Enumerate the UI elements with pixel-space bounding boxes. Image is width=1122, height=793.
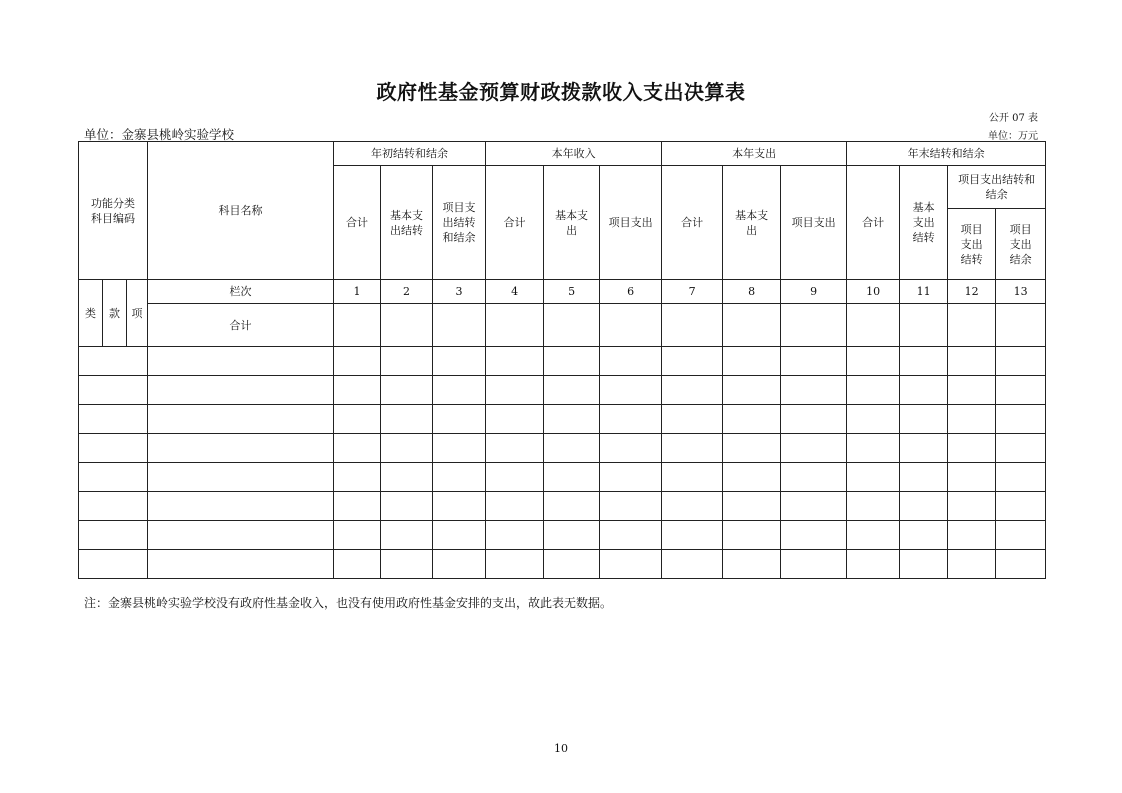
- table-cell: [600, 304, 662, 347]
- income-group-header: 本年收入: [486, 142, 662, 166]
- table-cell: [996, 347, 1046, 376]
- table-cell: [723, 463, 781, 492]
- table-cell: [148, 405, 334, 434]
- table-cell: [600, 347, 662, 376]
- table-cell: [544, 376, 600, 405]
- table-row: [79, 492, 1046, 521]
- column-number: 2: [381, 280, 433, 304]
- table-cell: [486, 550, 544, 579]
- table-cell: [900, 405, 948, 434]
- closing-project-balance-header: 项目 支出 结余: [996, 209, 1046, 280]
- table-cell: [600, 405, 662, 434]
- table-cell: [433, 550, 486, 579]
- table-cell: [381, 304, 433, 347]
- table-cell: [847, 521, 900, 550]
- column-number: 8: [723, 280, 781, 304]
- table-cell: [847, 304, 900, 347]
- table-cell: [900, 463, 948, 492]
- income-total-header: 合计: [486, 166, 544, 280]
- table-cell: [381, 376, 433, 405]
- table-cell: [723, 347, 781, 376]
- table-cell: [544, 405, 600, 434]
- table-cell: [544, 550, 600, 579]
- table-cell: [148, 521, 334, 550]
- table-cell: [662, 550, 723, 579]
- table-cell: [486, 434, 544, 463]
- table-cell: [900, 347, 948, 376]
- table-cell: [544, 434, 600, 463]
- table-cell: [781, 347, 847, 376]
- table-cell: [544, 304, 600, 347]
- table-cell: [486, 463, 544, 492]
- opening-total-header: 合计: [334, 166, 381, 280]
- table-cell: [723, 521, 781, 550]
- table-cell: [723, 492, 781, 521]
- page-number: 10: [554, 742, 568, 755]
- table-cell: [662, 376, 723, 405]
- table-cell: [433, 304, 486, 347]
- expense-project-header: 项目支出: [781, 166, 847, 280]
- column-number-row: [79, 280, 1046, 304]
- closing-balance-group-header: 年末结转和结余: [847, 142, 1046, 166]
- table-cell: [781, 463, 847, 492]
- table-cell: [723, 304, 781, 347]
- table-cell: [334, 304, 381, 347]
- column-number: 10: [847, 280, 900, 304]
- xiang-header: 项: [127, 280, 148, 347]
- table-cell: [723, 405, 781, 434]
- table-cell: [433, 434, 486, 463]
- table-cell: [996, 304, 1046, 347]
- table-cell: [723, 434, 781, 463]
- table-cell: [334, 347, 381, 376]
- table-row: [79, 550, 1046, 579]
- closing-project-group-header: 项目支出结转和 结余: [948, 166, 1046, 209]
- column-number: 13: [996, 280, 1046, 304]
- table-cell: [334, 405, 381, 434]
- table-cell: [544, 521, 600, 550]
- total-row: [79, 304, 1046, 347]
- table-cell: [948, 376, 996, 405]
- table-cell: [148, 463, 334, 492]
- table-cell: [662, 492, 723, 521]
- table-cell: [334, 550, 381, 579]
- closing-project-carry-header: 项目 支出 结转: [948, 209, 996, 280]
- column-number: 5: [544, 280, 600, 304]
- table-cell: [544, 347, 600, 376]
- func-class-header: 功能分类 科目编码: [79, 142, 148, 280]
- column-number: 11: [900, 280, 948, 304]
- table-cell: [381, 521, 433, 550]
- table-cell: [781, 550, 847, 579]
- table-cell: [600, 463, 662, 492]
- column-number: 3: [433, 280, 486, 304]
- opening-basic-carry-header: 基本支 出结转: [381, 166, 433, 280]
- table-cell: [79, 405, 148, 434]
- subject-name-header: 科目名称: [148, 142, 334, 280]
- table-cell: [486, 347, 544, 376]
- table-row: [79, 376, 1046, 405]
- table-cell: [948, 492, 996, 521]
- table-cell: [900, 376, 948, 405]
- table-cell: [486, 376, 544, 405]
- table-cell: [381, 405, 433, 434]
- table-cell: [996, 405, 1046, 434]
- table-cell: [900, 521, 948, 550]
- table-cell: [996, 521, 1046, 550]
- table-cell: [600, 550, 662, 579]
- income-project-header: 项目支出: [600, 166, 662, 280]
- table-cell: [847, 434, 900, 463]
- table-cell: [148, 347, 334, 376]
- table-cell: [847, 376, 900, 405]
- table-cell: [381, 434, 433, 463]
- income-basic-header: 基本支 出: [544, 166, 600, 280]
- table-cell: [996, 434, 1046, 463]
- column-number: 6: [600, 280, 662, 304]
- table-cell: [847, 550, 900, 579]
- table-cell: [79, 376, 148, 405]
- table-cell: [334, 434, 381, 463]
- table-cell: [148, 492, 334, 521]
- table-cell: [381, 550, 433, 579]
- table-cell: [662, 521, 723, 550]
- table-cell: [723, 376, 781, 405]
- table-cell: [334, 492, 381, 521]
- table-cell: [334, 376, 381, 405]
- table-row: [79, 463, 1046, 492]
- column-number: 9: [781, 280, 847, 304]
- table-cell: [662, 434, 723, 463]
- column-number: 1: [334, 280, 381, 304]
- footnote: 注：金寨县桃岭实验学校没有政府性基金收入，也没有使用政府性基金安排的支出，故此表无数据。: [84, 596, 613, 610]
- table-cell: [948, 463, 996, 492]
- header-row-1: [79, 142, 1046, 166]
- table-cell: [948, 405, 996, 434]
- table-cell: [79, 347, 148, 376]
- table-cell: [847, 347, 900, 376]
- table-row: [79, 347, 1046, 376]
- form-number: 公开 07 表: [988, 113, 1038, 124]
- table-cell: [662, 463, 723, 492]
- table-cell: [433, 347, 486, 376]
- table-cell: [148, 434, 334, 463]
- closing-basic-carry-header: 基本 支出 结转: [900, 166, 948, 280]
- table-cell: [486, 492, 544, 521]
- table-cell: [433, 405, 486, 434]
- table-cell: [334, 463, 381, 492]
- table-cell: [847, 463, 900, 492]
- table-cell: [781, 405, 847, 434]
- table-cell: [381, 463, 433, 492]
- table-cell: [486, 405, 544, 434]
- total-row-label: 合计: [148, 304, 334, 347]
- opening-project-carry-balance-header: 项目支 出结转 和结余: [433, 166, 486, 280]
- table-cell: [433, 376, 486, 405]
- table-cell: [600, 376, 662, 405]
- currency-unit: 单位：万元: [988, 131, 1038, 142]
- column-number: 7: [662, 280, 723, 304]
- table-cell: [723, 550, 781, 579]
- table-cell: [900, 304, 948, 347]
- table-cell: [900, 434, 948, 463]
- table-cell: [544, 463, 600, 492]
- table-cell: [662, 405, 723, 434]
- table-cell: [781, 492, 847, 521]
- column-number: 4: [486, 280, 544, 304]
- table-cell: [847, 492, 900, 521]
- table-cell: [781, 304, 847, 347]
- table-row: [79, 521, 1046, 550]
- table-cell: [600, 521, 662, 550]
- table-cell: [433, 521, 486, 550]
- opening-balance-group-header: 年初结转和结余: [334, 142, 486, 166]
- table-cell: [79, 463, 148, 492]
- closing-total-header: 合计: [847, 166, 900, 280]
- table-cell: [79, 434, 148, 463]
- table-cell: [79, 550, 148, 579]
- table-cell: [334, 521, 381, 550]
- table-cell: [381, 347, 433, 376]
- expense-basic-header: 基本支 出: [723, 166, 781, 280]
- table-cell: [996, 550, 1046, 579]
- table-cell: [900, 492, 948, 521]
- table-cell: [996, 492, 1046, 521]
- table-cell: [148, 550, 334, 579]
- table-cell: [900, 550, 948, 579]
- table-cell: [381, 492, 433, 521]
- table-cell: [486, 304, 544, 347]
- table-cell: [948, 521, 996, 550]
- kuan-header: 款: [103, 280, 127, 347]
- budget-table: [78, 141, 1046, 579]
- table-cell: [948, 304, 996, 347]
- table-cell: [662, 347, 723, 376]
- table-cell: [79, 521, 148, 550]
- table-cell: [847, 405, 900, 434]
- table-cell: [662, 304, 723, 347]
- table-cell: [600, 434, 662, 463]
- table-cell: [781, 521, 847, 550]
- reporting-unit: 单位：金寨县桃岭实验学校: [84, 127, 235, 142]
- column-number: 12: [948, 280, 996, 304]
- table-cell: [433, 463, 486, 492]
- expense-total-header: 合计: [662, 166, 723, 280]
- table-cell: [600, 492, 662, 521]
- table-cell: [948, 347, 996, 376]
- table-cell: [948, 550, 996, 579]
- table-cell: [544, 492, 600, 521]
- table-cell: [781, 434, 847, 463]
- table-cell: [148, 376, 334, 405]
- table-cell: [996, 376, 1046, 405]
- table-cell: [79, 492, 148, 521]
- column-number-label: 栏次: [148, 280, 334, 304]
- table-cell: [996, 463, 1046, 492]
- table-cell: [948, 434, 996, 463]
- table-row: [79, 434, 1046, 463]
- lei-header: 类: [79, 280, 103, 347]
- table-row: [79, 405, 1046, 434]
- table-cell: [781, 376, 847, 405]
- expense-group-header: 本年支出: [662, 142, 847, 166]
- table-cell: [486, 521, 544, 550]
- table-cell: [433, 492, 486, 521]
- table-title: 政府性基金预算财政拨款收入支出决算表: [376, 80, 746, 104]
